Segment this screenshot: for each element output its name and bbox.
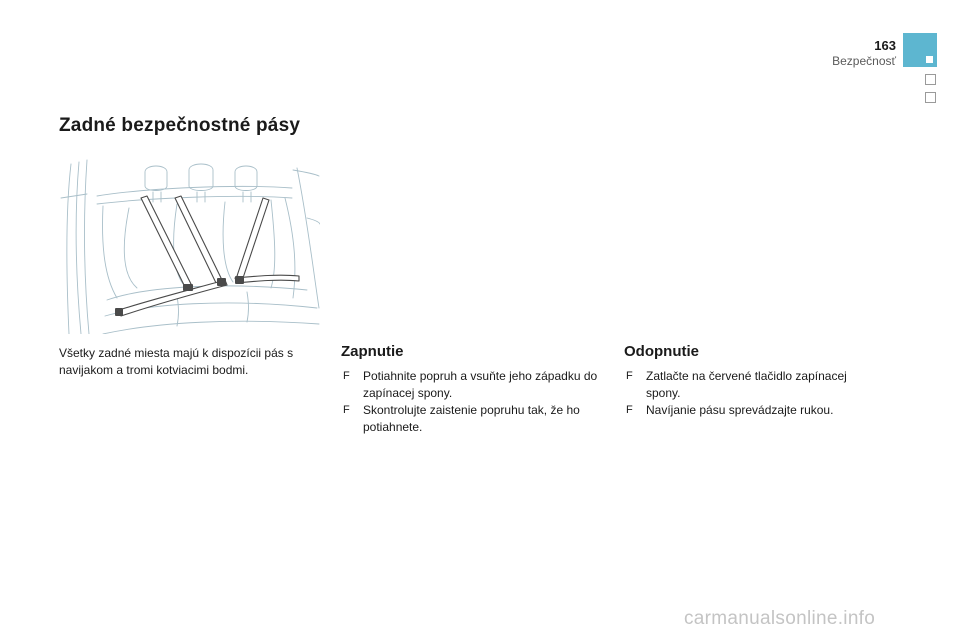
section-tab-3[interactable] xyxy=(925,92,936,103)
list-item-text: Skontrolujte zaistenie popruhu tak, že ho potiahnete. xyxy=(363,403,580,434)
list-item xyxy=(341,368,601,402)
section-tab-active[interactable] xyxy=(903,33,937,67)
bullet-icon: F xyxy=(626,404,633,416)
list-item-text: Zatlačte na červené tlačidlo zapínacej spony. xyxy=(646,369,847,400)
fastening-steps xyxy=(341,368,601,436)
unfastening-heading: Odopnutie xyxy=(624,343,699,360)
bullet-icon: F xyxy=(343,370,350,382)
page-number: 163 xyxy=(874,38,896,53)
bullet-icon: F xyxy=(626,370,633,382)
intro-text: Všetky zadné miesta majú k dispozícii pás s navijakom a tromi kotviacimi bodmi. xyxy=(59,346,294,377)
unfastening-section xyxy=(624,343,884,419)
fastening-section xyxy=(341,343,601,436)
section-name: Bezpečnosť xyxy=(832,54,896,68)
watermark: carmanualsonline.info xyxy=(684,608,876,629)
fastening-heading: Zapnutie xyxy=(341,343,404,360)
list-item-text: Potiahnite popruh a vsuňte jeho západku do zapínacej spony. xyxy=(363,369,598,400)
list-item xyxy=(624,368,884,402)
tab-marker-icon xyxy=(926,56,933,63)
unfastening-steps xyxy=(624,368,884,419)
page-title: Zadné bezpečnostné pásy xyxy=(59,115,301,136)
list-item xyxy=(341,402,601,436)
section-tab-2[interactable] xyxy=(925,74,936,85)
list-item xyxy=(624,402,884,419)
list-item-text: Navíjanie pásu sprevádzajte rukou. xyxy=(646,403,834,417)
bullet-icon: F xyxy=(343,404,350,416)
rear-seat-belt-illustration xyxy=(57,158,320,334)
